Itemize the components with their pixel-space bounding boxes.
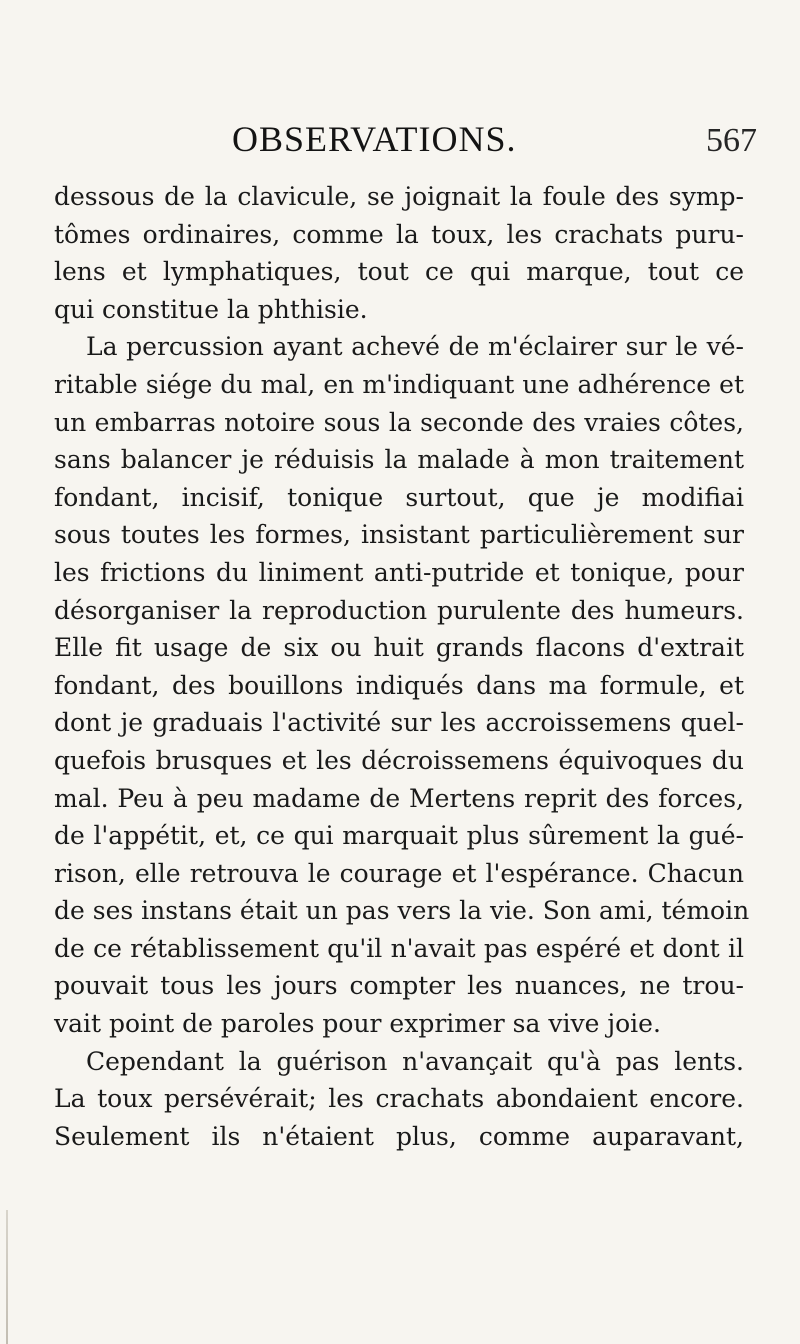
text-line: fondant, incisif, tonique surtout, que je modifiai [54,482,744,512]
text-line: mal. Peu à peu madame de Mertens reprit des forces, [54,783,744,813]
text-line: qui constitue la phthisie. [54,294,368,324]
text-line: La percussion ayant achevé de m'éclairer sur le vé- [86,332,744,362]
text-line: lens et lymphatiques, tout ce qui marque, tout ce [54,257,744,287]
page-number: 567 [706,122,757,159]
text-line: sans balancer je réduisis la malade à mon traitement [54,445,744,475]
running-head [0,118,800,158]
text-line: désorganiser la reproduction purulente des humeurs. [54,595,744,625]
text-line: fondant, des bouillons indiqués dans ma formule, et [54,670,744,700]
text-line: un embarras notoire sous la seconde des vraies côtes, [54,407,744,437]
text-line: de ce rétablissement qu'il n'avait pas espéré et dont il [54,933,744,963]
text-line: Cependant la guérison n'avançait qu'à pas lents. [86,1046,744,1076]
text-line: tômes ordinaires, comme la toux, les crachats puru- [54,219,744,249]
text-line: de l'appétit, et, ce qui marquait plus sûrement la gué- [54,821,744,851]
text-line: les frictions du liniment anti-putride et tonique, pour [54,557,744,587]
text-line: ritable siége du mal, en m'indiquant une adhérence et [54,369,744,399]
text-line: rison, elle retrouva le courage et l'espérance. Chacun [54,858,744,888]
running-head-title: OBSERVATIONS. [232,119,517,159]
text-line: Elle fit usage de six ou huit grands flacons d'extrait [54,633,744,663]
text-line: La toux persévérait; les crachats abondaient encore. [54,1084,744,1114]
text-line: dessous de la clavicule, se joignait la foule des symp- [54,182,744,211]
text-line: vait point de paroles pour exprimer sa vive joie. [54,1009,661,1039]
page-edge-shadow [6,1210,8,1344]
text-line: dont je graduais l'activité sur les accroissemens quel- [54,708,744,738]
text-line: sous toutes les formes, insistant particulièrement sur [54,520,744,550]
text-line: de ses instans était un pas vers la vie. Son ami, témoin [54,896,750,926]
body-text [54,178,750,1155]
text-line: pouvait tous les jours compter les nuances, ne trou- [54,971,744,1001]
text-line: quefois brusques et les décroissemens équivoques du [54,745,744,775]
text-line: Seulement ils n'étaient plus, comme auparavant, [54,1121,744,1151]
